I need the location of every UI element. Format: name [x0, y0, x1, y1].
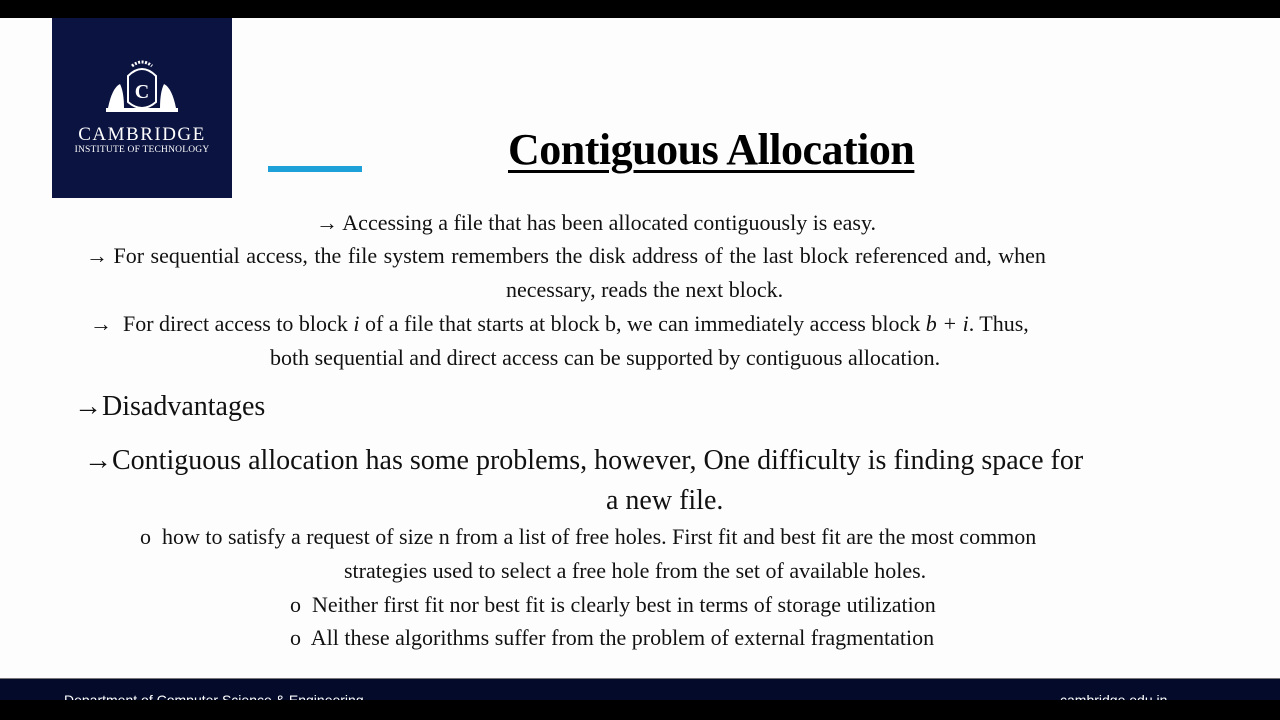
disadvantage-point-line-2: a new file.: [606, 485, 724, 516]
slide: [0, 18, 1280, 678]
arrow-icon: →: [86, 243, 108, 268]
subpoint-3: o All these algorithms suffer from the problem of external fragmentation: [290, 625, 935, 650]
disadvantage-point-line-1: →Contiguous allocation has some problems, however, One difficulty is finding space for: [84, 445, 1084, 476]
arrow-icon: →: [90, 311, 112, 336]
bullet-2-line-1: → For sequential access, the file system remembers the disk address of the last block referenced and, when: [86, 243, 1046, 268]
footer-bar: [0, 678, 1280, 701]
svg-text:C: C: [134, 81, 150, 103]
circle-bullet-icon: o: [140, 524, 151, 549]
arrow-icon: →: [316, 210, 338, 235]
crest-icon: [102, 58, 182, 128]
circle-bullet-icon: o: [290, 625, 301, 650]
logo-name: CAMBRIDGE: [78, 124, 206, 145]
subpoint-1-line-2: strategies used to select a free hole from the set of available holes.: [344, 558, 927, 583]
bullet-3-line-1: → For direct access to block i of a file that starts at block b, we can immediately access block b + i. Thus,: [90, 311, 1029, 336]
accent-bar: [268, 166, 362, 172]
bullet-3-line-2: both sequential and direct access can be supported by contiguous allocation.: [270, 345, 941, 370]
institute-logo: [52, 18, 232, 198]
subpoint-1-line-1: o how to satisfy a request of size n from a list of free holes. First fit and best fit are the most common: [140, 524, 1037, 549]
circle-bullet-icon: o: [290, 592, 301, 617]
arrow-icon: →: [74, 391, 102, 422]
disadvantages-heading: →Disadvantages: [74, 391, 266, 422]
arrow-icon: →: [84, 445, 112, 476]
letterbox-bar: [0, 700, 1280, 720]
bullet-2-line-2: necessary, reads the next block.: [506, 277, 784, 302]
logo-subtitle: INSTITUTE OF TECHNOLOGY: [74, 145, 210, 155]
subpoint-2: o Neither first fit nor best fit is clearly best in terms of storage utilization: [290, 592, 936, 617]
bullet-1: → Accessing a file that has been allocated contiguously is easy.: [316, 210, 877, 235]
slide-title: Contiguous Allocation: [508, 125, 915, 174]
